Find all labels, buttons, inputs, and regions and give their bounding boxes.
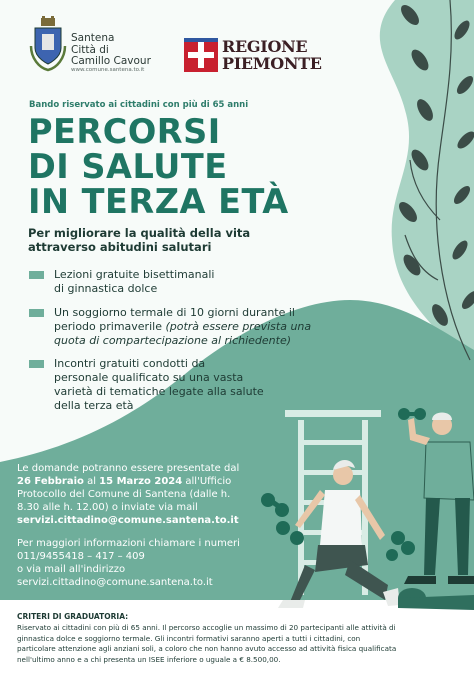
criteria-text (17, 623, 467, 665)
bullet-text: varietà di tematiche legate alla salute (54, 385, 264, 398)
criteria-line: nell'ultimo anno e a chi presenta un ISEE inferiore o uguale a € 8.500,00. (17, 654, 281, 664)
application-email-link[interactable]: servizi.cittadino@comune.santena.to.it (17, 515, 239, 526)
region-flag-icon (184, 38, 218, 72)
bullet-marker (29, 271, 44, 279)
municipality-name: Santena (71, 32, 115, 44)
end-date: 15 Marzo 2024 (99, 476, 183, 487)
criteria-line: Riservato ai cittadini con più di 65 anni. Il percorso accoglie un massimo di 20 partecipanti alle attività di (17, 623, 396, 632)
contact-line: Per maggiori informazioni chiamare i numeri (17, 538, 240, 549)
application-line: Protocollo del Comune di Santena (dalle h. (17, 489, 231, 500)
bullet-text: personale qualificato su una vasta (54, 371, 244, 384)
bullet-marker (29, 309, 44, 317)
bullet-note: quota di compartecipazione al richiedente) (54, 334, 292, 347)
application-line: 8.30 alle h. 12.00) o inviate via mail (17, 502, 198, 513)
intro-line: Bando riservato ai cittadini con più di 65 anni (29, 100, 249, 110)
bullet-item (29, 357, 349, 413)
application-info (17, 462, 277, 527)
title-line3: IN TERZA ETÀ (28, 182, 289, 221)
bullet-text: periodo primaverile (54, 320, 162, 333)
bullet-text: Incontri gratuiti condotti da (54, 357, 206, 370)
application-line: al (83, 476, 100, 487)
region-name-line1: REGIONE (222, 37, 308, 56)
title-line1: PERCORSI (28, 112, 221, 151)
subtitle-line1: Per migliorare la qualità della vita (28, 226, 251, 240)
contact-line: o via mail all'indirizzo (17, 564, 126, 575)
bullet-note: (potrà essere prevista una (165, 320, 312, 333)
bullet-text: della terza età (54, 399, 134, 412)
criteria-line: ginnastica dolce e soggiorno termale. Gli incontri formativi saranno aperti a tutti i cittadini, con (17, 633, 361, 643)
contact-email-link[interactable]: servizi.cittadino@comune.santena.to.it (17, 577, 213, 588)
start-date: 26 Febbraio (17, 476, 84, 487)
contact-info (17, 537, 277, 589)
criteria-line: particolare attenzione agli anziani soli, a coloro che non hanno avuto accesso ad attività fisica qualificata (17, 644, 397, 653)
bullet-item (29, 306, 349, 348)
municipality-url: www.comune.santena.to.it (71, 67, 145, 73)
bullet-item (29, 268, 349, 296)
bullet-text: Lezioni gratuite bisettimanali (54, 268, 215, 281)
subtitle-line2: attraverso abitudini salutari (28, 240, 212, 254)
santena-crest-icon (29, 16, 67, 72)
application-line: Le domande potranno essere presentate dal (17, 463, 240, 474)
municipality-line2: Città di (71, 44, 109, 56)
bullet-text: Un soggiorno termale di 10 giorni durante il (54, 306, 295, 319)
application-line: all'Ufficio (182, 476, 232, 487)
phone-numbers[interactable]: 011/9455418 – 417 – 409 (17, 551, 145, 562)
criteria-title: CRITERI DI GRADUATORIA: (17, 612, 129, 621)
title-line2: DI SALUTE (28, 147, 228, 186)
bullet-marker (29, 360, 44, 368)
region-name-line2: PIEMONTE (222, 54, 322, 73)
municipality-line3: Camillo Cavour (71, 55, 151, 67)
bullet-text: di ginnastica dolce (54, 282, 158, 295)
